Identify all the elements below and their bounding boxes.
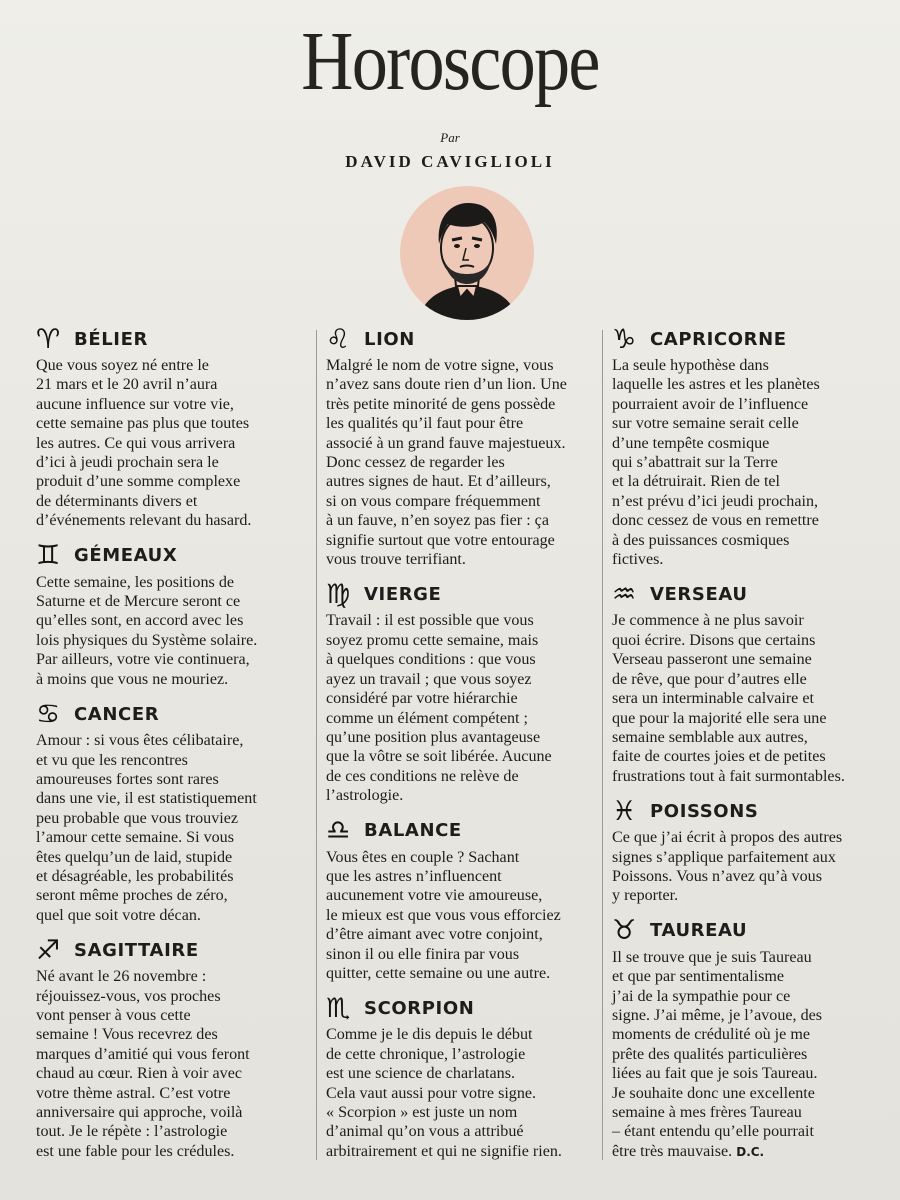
sign-header (36, 697, 304, 731)
sign-name: SCORPION (364, 997, 475, 1019)
capricorn-icon: ♑ (612, 323, 637, 355)
taurus-icon: ♉ (612, 915, 637, 947)
sign-balance (326, 814, 594, 984)
page-title: Horoscope (301, 15, 599, 108)
sign-text-content: Il se trouve que je suis Taureau et que par sentimentalisme j’ai de la sympathie pour ce signe. J’ai même, je l’avoue, des moments de crédulité où je me prête des qualités particulières liées au fait que je sois Taureau. Je souhaite donc une excellente semaine à mes frères Taureau – étant entendu qu’elle pourrait être très mauvaise. (612, 948, 823, 1160)
sign-name: CAPRICORNE (650, 328, 787, 350)
sign-cancer (36, 697, 304, 925)
sign-name: BALANCE (364, 820, 462, 842)
aries-icon: ♈ (36, 323, 61, 355)
column-right (612, 322, 887, 1170)
sign-scorpion (326, 991, 594, 1161)
virgo-icon: ♍ (326, 578, 351, 610)
sign-text: Ce que j’ai écrit à propos des autres signes s’applique parfaitement aux Poissons. Vous n’avez qu’à vous y reporter. (612, 829, 843, 905)
sign-text: Comme je le dis depuis le début de cette chronique, l’astrologie est une science de charlatans. Cela vaut aussi pour votre signe. « Scorpion » est juste un nom d’animal qu’on vous a attribué arbitrairement et qui ne signifie rien. (326, 1026, 562, 1160)
author-signature: D.C. (736, 1144, 765, 1159)
byline-prefix: Par (440, 130, 460, 145)
sign-header (326, 322, 594, 356)
sign-vierge (326, 577, 594, 805)
sign-header (36, 322, 304, 356)
sign-header (612, 914, 887, 948)
sign-sagittaire (36, 933, 304, 1161)
sign-header (612, 322, 887, 356)
gemini-icon: ♊ (36, 540, 61, 572)
sign-poissons (612, 794, 887, 906)
sign-name: POISSONS (650, 800, 759, 822)
sign-capricorne (612, 322, 887, 569)
portrait-illustration (400, 186, 534, 320)
sign-header (612, 794, 887, 828)
scorpio-icon: ♏ (326, 992, 351, 1024)
sign-text: Cette semaine, les positions de Saturne et de Mercure seront ce qu’elles sont, en accord avec les lois physiques du Système solaire. Par ailleurs, votre vie continuera, à moins que vous ne mouriez. (36, 573, 258, 688)
sign-name: TAUREAU (650, 920, 748, 942)
sign-text: Né avant le 26 novembre : réjouissez-vous, vos proches vont penser à vous cette semaine ! Vous recevrez des marques d’amitié qui vous feront chaud au cœur. Rien à voir avec votre thème astral. C’est votre anniversaire qui approche, voilà tout. Je le répète : l’astrologie est une fable pour les crédules. (36, 968, 250, 1160)
author-name: DAVID CAVIGLIOLI (345, 152, 555, 171)
sign-text: Travail : il est possible que vous soyez promu cette semaine, mais à quelques conditions : que vous ayez un travail ; que vous soyez considéré par votre hiérarchie comme un élément compétent ; qu’une position plus avantageuse que la vôtre se soit libérée. Aucune de ces conditions ne relève de l’astrologie. (326, 612, 552, 805)
sign-header (326, 577, 594, 611)
sign-text: Malgré le nom de votre signe, vous n’avez sans doute rien d’un lion. Une très petite minorité de gens possède les qualités qu’il faut pour être associé à un grand fauve majestueux. Donc cessez de regarder les autres signes de haut. Et d’ailleurs, si on vous compare fréquemment à un fauve, n’en soyez pas fier : ça signifie surtout que votre entourage vous trouve terrifiant. (326, 357, 567, 569)
column-divider (602, 330, 603, 1160)
sign-gemeaux (36, 539, 304, 689)
sign-text: Amour : si vous êtes célibataire, et vu que les rencontres amoureuses fortes sont rares dans une vie, il est statistiquement peu probable que vous trouviez l’amour cette semaine. Si vous êtes quelqu’un de laid, stupide et désagréable, les probabilités seront même proches de zéro, quel que soit votre décan. (36, 732, 257, 924)
sign-text: La seule hypothèse dans laquelle les astres et les planètes pourraient avoir de l’influence sur votre semaine serait celle d’une tempête cosmique qui s’abattrait sur la Terre et la détruirait. Rien de tel n’est prévu d’ici jeudi prochain, donc cessez de vous en remettre à des puissances cosmiques fictives. (612, 357, 820, 569)
sign-belier (36, 322, 304, 531)
sagittarius-icon: ♐ (36, 934, 61, 966)
sign-text (612, 948, 887, 1162)
masthead (0, 10, 900, 172)
sign-header (612, 577, 887, 611)
sign-text: Je commence à ne plus savoir quoi écrire. Disons que certains Verseau passeront une semaine de rêve, que pour d’autres elle sera un interminable calvaire et que pour la majorité elle sera une semaine semblable aux autres, faite de courtes joies et de petites frustrations tout à fait surmontables. (612, 612, 845, 785)
sign-lion (326, 322, 594, 569)
author-portrait (400, 186, 534, 320)
sign-name: SAGITTAIRE (74, 939, 199, 961)
sign-header (36, 933, 304, 967)
sign-name: CANCER (74, 703, 160, 725)
sign-name: GÉMEAUX (74, 545, 178, 567)
column-divider (316, 330, 317, 1160)
sign-name: LION (364, 328, 415, 350)
column-left (36, 322, 304, 1169)
sign-name: BÉLIER (74, 328, 148, 350)
sign-name: VIERGE (364, 583, 442, 605)
aquarius-icon: ♒ (612, 578, 637, 610)
leo-icon: ♌ (326, 323, 351, 355)
libra-icon: ♎ (326, 815, 351, 847)
sign-verseau (612, 577, 887, 786)
sign-text: Que vous soyez né entre le 21 mars et le 20 avril n’aura aucune influence sur votre vie, cette semaine pas plus que toutes les autres. Ce qui vous arrivera d’ici à jeudi prochain sera le produit d’une somme complexe de déterminants divers et d’événements relevant du hasard. (36, 357, 252, 530)
column-middle (326, 322, 594, 1169)
sign-header (36, 539, 304, 573)
sign-taureau (612, 914, 887, 1162)
cancer-icon: ♋ (36, 698, 61, 730)
pisces-icon: ♓ (612, 795, 637, 827)
sign-header (326, 814, 594, 848)
sign-header (326, 991, 594, 1025)
sign-text: Vous êtes en couple ? Sachant que les astres n’influencent aucunement votre vie amoureuse, le mieux est que vous vous efforciez d’être aimant avec votre conjoint, sinon il ou elle finira par vous quitter, cette semaine ou une autre. (326, 848, 561, 982)
sign-name: VERSEAU (650, 583, 748, 605)
